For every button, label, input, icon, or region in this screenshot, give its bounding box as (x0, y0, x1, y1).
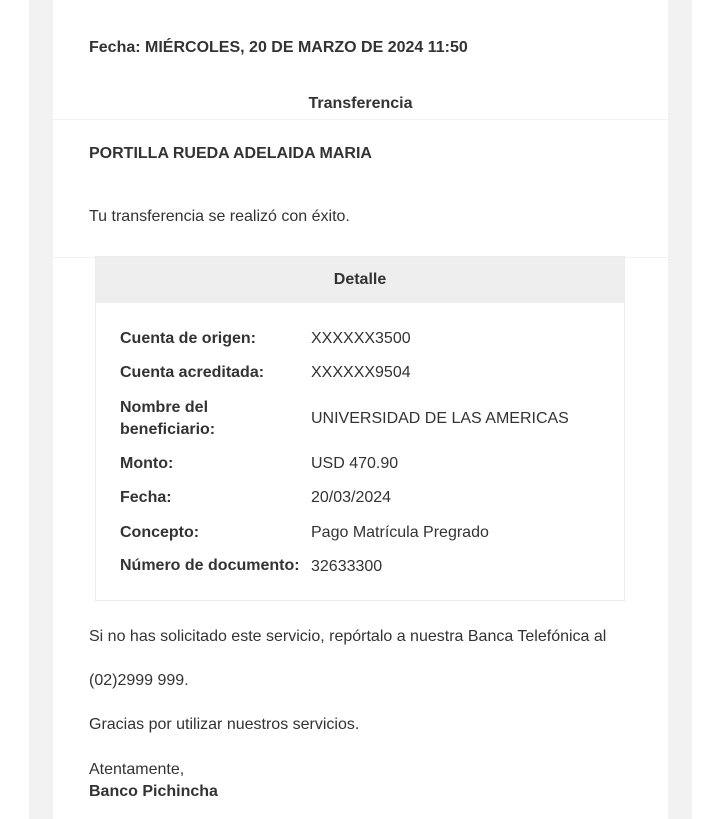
signature: Banco Pichincha (89, 783, 218, 800)
divider (53, 119, 668, 120)
header-date (89, 39, 468, 57)
row-value-credited-account: XXXXXX9504 (311, 364, 411, 381)
closing-text: Atentamente, (89, 761, 185, 778)
header-date-label: Fecha: (89, 39, 141, 56)
row-label-origin-account: Cuenta de origen: (120, 330, 257, 347)
row-label-beneficiary: Nombre del beneficiario: (120, 399, 216, 438)
row-value-document-number: 32633300 (311, 558, 383, 575)
success-message: Tu transferencia se realizó con éxito. (89, 208, 350, 225)
header-date-value: MIÉRCOLES, 20 DE MARZO DE 2024 11:50 (145, 39, 468, 56)
row-value-origin-account: XXXXXX3500 (311, 330, 411, 347)
row-label-amount: Monto: (120, 455, 174, 472)
detail-table (95, 256, 625, 601)
row-value-date: 20/03/2024 (311, 489, 392, 506)
transfer-title: Transferencia (308, 95, 413, 112)
row-label-concept: Concepto: (120, 524, 200, 541)
row-value-concept: Pago Matrícula Pregrado (311, 524, 489, 541)
row-label-date: Fecha: (120, 489, 172, 506)
detail-title: Detalle (96, 257, 624, 303)
thanks-message: Gracias por utilizar nuestros servicios. (89, 716, 360, 733)
row-label-credited-account: Cuenta acreditada: (120, 364, 265, 381)
row-label-document-number: Número de documento: (120, 557, 300, 574)
row-value-beneficiary: UNIVERSIDAD DE LAS AMERICAS (311, 410, 569, 427)
phone-number: (02)2999 999. (89, 672, 189, 689)
recipient-name: PORTILLA RUEDA ADELAIDA MARIA (89, 145, 372, 162)
warning-message: Si no has solicitado este servicio, repórtalo a nuestra Banca Telefónica al (89, 628, 607, 645)
row-value-amount: USD 470.90 (311, 455, 399, 472)
